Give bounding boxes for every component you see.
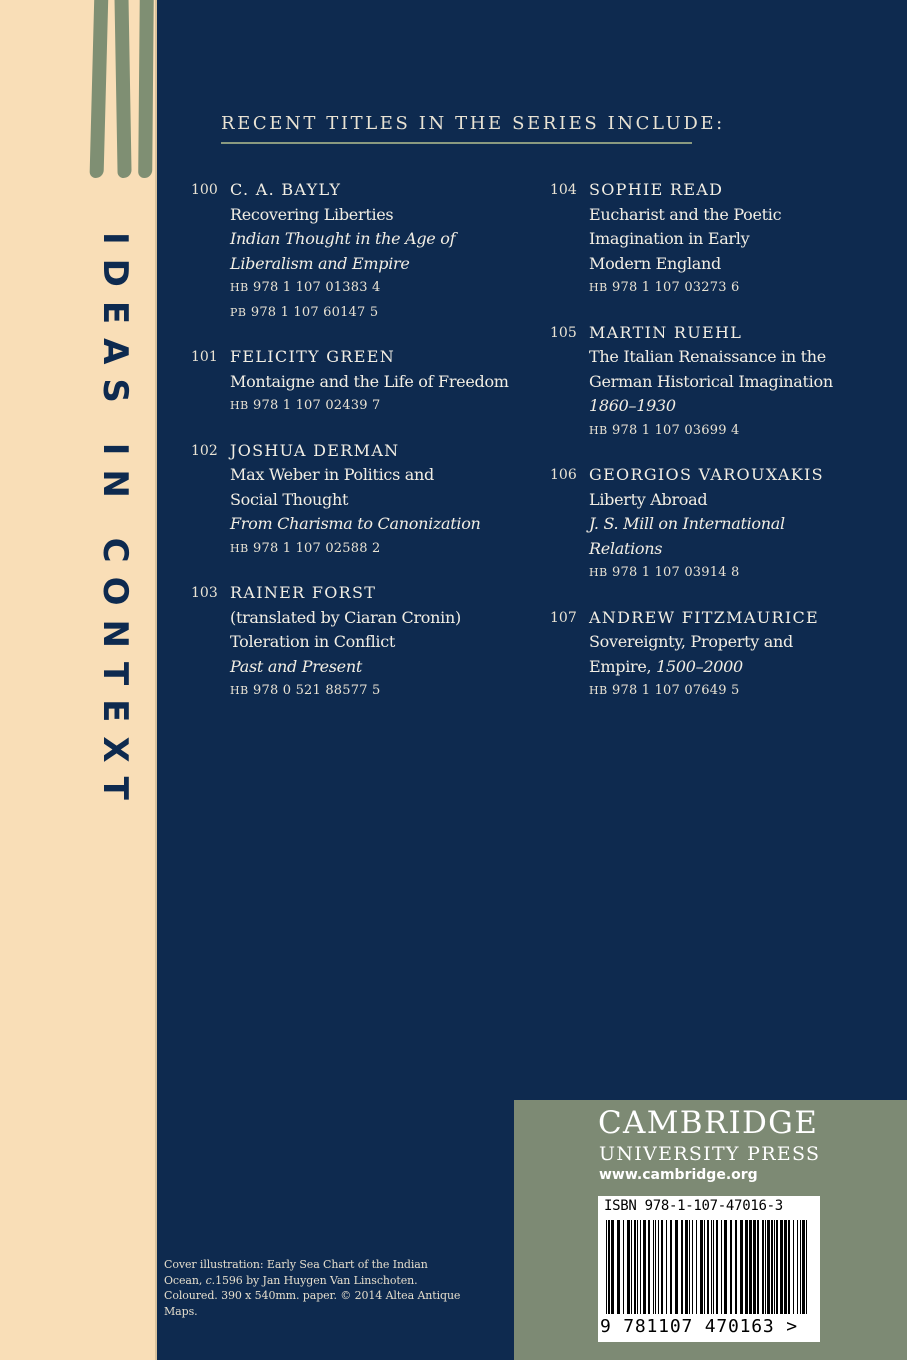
publisher-name: CAMBRIDGE	[598, 1105, 819, 1141]
title-entry	[550, 606, 870, 704]
entry-title-line: Modern England	[589, 253, 721, 273]
entry-title-line: Montaigne and the Life of Freedom	[230, 371, 509, 391]
entry-isbn: HB 978 0 521 88577 5	[230, 683, 381, 698]
entry-author: RAINER FORST	[230, 583, 377, 602]
entry-title-line: Sovereignty, Property and	[589, 632, 793, 651]
entry-isbn: HB 978 1 107 03699 4	[589, 422, 740, 438]
entry-title-line: German Historical Imagination	[589, 371, 833, 391]
isbn-label: ISBN 978-1-107-47016-3	[604, 1198, 783, 1214]
entry-number: 103	[191, 585, 218, 601]
entry-isbn: HB 978 1 107 03914 8	[589, 565, 740, 580]
entry-title-line: Social Thought	[230, 489, 349, 509]
entry-title-line: From Charisma to Canonization	[230, 514, 481, 533]
entry-title-line: Eucharist and the Poetic	[589, 204, 782, 224]
entry-title-line: 1860–1930	[589, 396, 676, 415]
series-title-vertical: IDEAS IN CONTEXT	[95, 232, 135, 814]
title-entry	[191, 178, 531, 325]
title-entry	[191, 581, 531, 704]
decorative-stripe	[90, 0, 109, 178]
entry-isbn: HB 978 1 107 07649 5	[589, 683, 740, 698]
title-entry	[191, 439, 531, 562]
entry-title-line: Max Weber in Politics and	[230, 465, 434, 484]
barcode-box	[598, 1196, 820, 1342]
entry-number: 102	[191, 442, 218, 459]
spine-panel	[0, 0, 155, 1360]
entry-number: 101	[191, 349, 218, 365]
decorative-stripe	[114, 0, 131, 178]
entry-isbn: HB 978 1 107 03273 6	[589, 280, 740, 295]
entry-title-line: Indian Thought in the Age of	[230, 229, 456, 248]
entry-title-line: Empire, 1500–2000	[589, 656, 743, 676]
entry-author: ANDREW FITZMAURICE	[589, 607, 819, 627]
decorative-stripe	[138, 0, 154, 178]
titles-column-right	[550, 178, 870, 724]
credit-line: Ocean, c.1596 by Jan Huygen Van Linschoten.	[164, 1273, 418, 1287]
barcode-digits: 9 781107 470163 >	[600, 1316, 798, 1337]
entry-title-line: (translated by Ciaran Cronin)	[230, 607, 461, 627]
title-entry	[550, 178, 870, 301]
entry-number: 100	[191, 182, 218, 198]
entry-title-line: Past and Present	[230, 656, 362, 676]
title-entry	[550, 463, 870, 586]
entry-title-line: Relations	[589, 538, 663, 558]
entry-title-line: J. S. Mill on International	[589, 514, 785, 533]
publisher-panel	[514, 1100, 907, 1360]
barcode-icon	[604, 1220, 814, 1314]
title-entry	[191, 345, 531, 419]
entry-title-line: Imagination in Early	[589, 229, 750, 248]
entry-title-line: Liberty Abroad	[589, 489, 708, 509]
cover-credit	[164, 1257, 464, 1320]
entry-number: 106	[550, 467, 577, 483]
entry-title-line: Recovering Liberties	[230, 204, 394, 224]
entry-title-line: Toleration in Conflict	[230, 632, 396, 651]
entry-number: 104	[550, 182, 577, 198]
series-heading: RECENT TITLES IN THE SERIES INCLUDE:	[221, 113, 725, 134]
entry-author: C. A. BAYLY	[230, 180, 342, 199]
entry-author: JOSHUA DERMAN	[230, 440, 400, 460]
entry-author: GEORGIOS VAROUXAKIS	[589, 465, 824, 484]
title-entry	[550, 321, 870, 444]
credit-line: Coloured. 390 x 540mm. paper. © 2014 Altea Antique	[164, 1289, 461, 1303]
credit-line: Maps.	[164, 1305, 198, 1319]
entry-title-line: Liberalism and Empire	[230, 253, 410, 273]
entry-isbn: HB 978 1 107 01383 4	[230, 280, 381, 295]
entry-author: MARTIN RUEHL	[589, 322, 743, 342]
publisher-subtitle: UNIVERSITY PRESS	[599, 1143, 821, 1165]
entry-number: 107	[550, 609, 577, 626]
entry-isbn: PB 978 1 107 60147 5	[230, 304, 379, 320]
credit-line: Cover illustration: Early Sea Chart of the Indian	[164, 1258, 428, 1271]
entry-isbn: HB 978 1 107 02439 7	[230, 398, 381, 413]
heading-rule	[221, 142, 692, 144]
entry-title-line: The Italian Renaissance in the	[589, 347, 826, 366]
entry-number: 105	[550, 324, 577, 341]
entry-author: FELICITY GREEN	[230, 347, 395, 366]
publisher-url: www.cambridge.org	[599, 1167, 758, 1183]
titles-column-left	[191, 178, 531, 724]
entry-isbn: HB 978 1 107 02588 2	[230, 540, 381, 556]
entry-author: SOPHIE READ	[589, 180, 724, 199]
